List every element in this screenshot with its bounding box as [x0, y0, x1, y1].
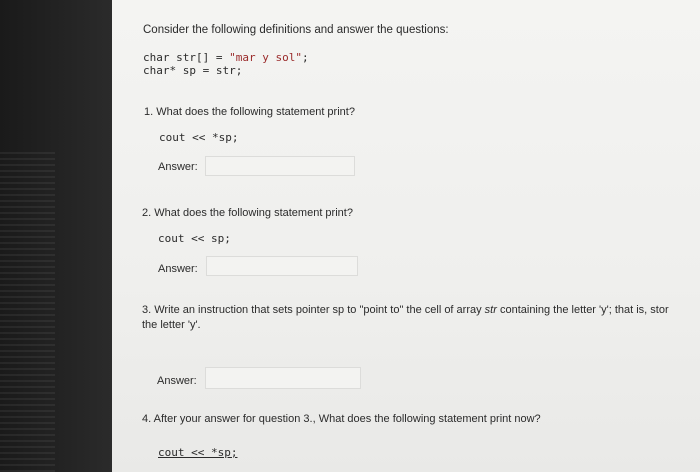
- question-1-answer-input[interactable]: [205, 156, 355, 176]
- question-1-text: 1. What does the following statement print?: [144, 106, 355, 118]
- question-3-text-italic: str: [484, 304, 497, 316]
- definitions-code: [143, 51, 309, 77]
- question-4-text: 4. After your answer for question 3., What does the following statement print now?: [142, 413, 541, 425]
- question-1-answer-label: Answer:: [158, 161, 198, 173]
- question-1-code: cout << *sp;: [159, 131, 239, 144]
- instructions-text: Consider the following definitions and answer the questions:: [143, 24, 449, 36]
- question-3-answer-label: Answer:: [157, 375, 197, 387]
- question-3-text-part2: containing the letter 'y'; that is, stor: [496, 304, 669, 316]
- code-declaration: str[] =: [169, 51, 230, 64]
- question-4-code: cout << *sp;: [158, 446, 238, 459]
- code-string-literal: "mar y sol": [229, 51, 302, 64]
- question-2-code: cout << sp;: [158, 232, 231, 245]
- question-2-answer-input[interactable]: [206, 256, 358, 276]
- question-2-text: 2. What does the following statement print?: [142, 207, 353, 219]
- quiz-page: [112, 0, 700, 472]
- code-type: char: [143, 51, 170, 64]
- question-3-text-part1: 3. Write an instruction that sets pointer sp to "point to" the cell of array: [142, 304, 485, 316]
- question-3-text-line2: the letter 'y'.: [142, 319, 201, 331]
- question-2-answer-label: Answer:: [158, 263, 198, 275]
- monitor-bezel: [0, 0, 112, 472]
- question-3-answer-input[interactable]: [205, 367, 361, 389]
- bezel-texture: [0, 150, 55, 472]
- code-semicolon: ;: [301, 51, 309, 64]
- question-3-text: [142, 303, 700, 333]
- code-pointer-declaration: char* sp = str;: [143, 64, 243, 77]
